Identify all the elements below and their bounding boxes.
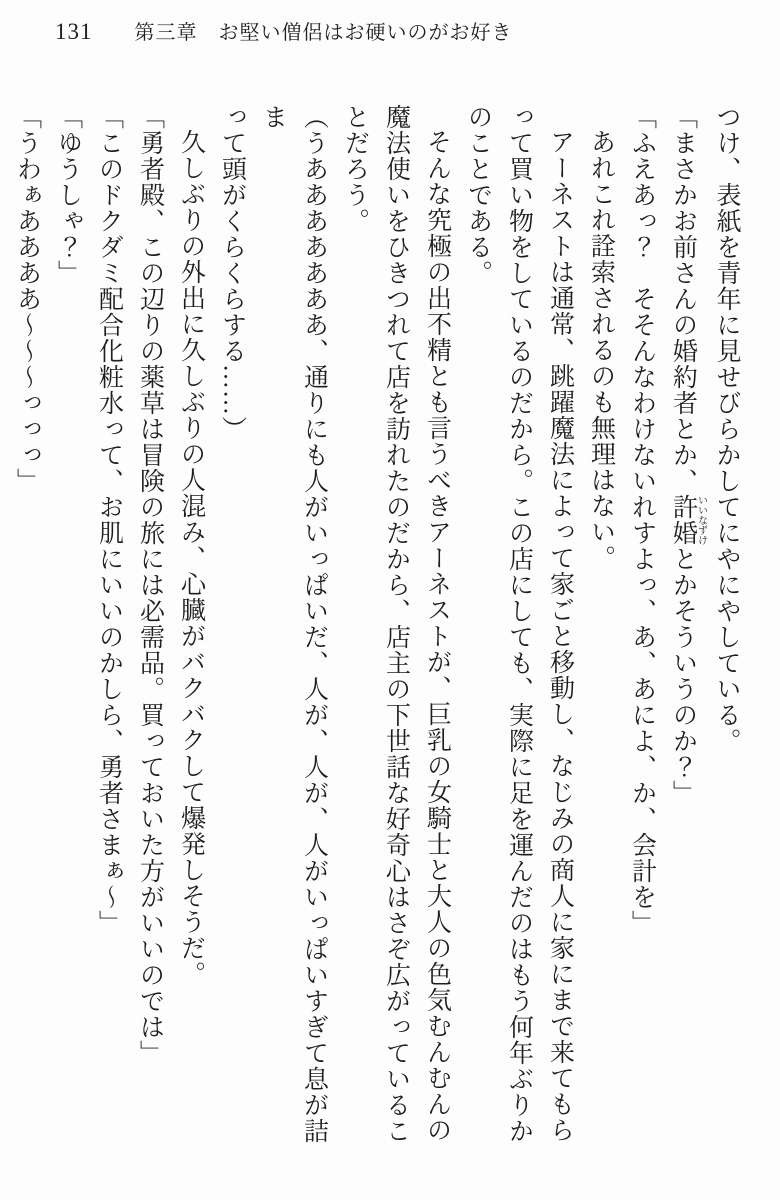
ruby-word: 許婚 いいなずけ	[669, 494, 707, 546]
text-run: 魔法使いをひきつれて店を訪れたのだから、店主の下世話な好奇心はさぞ広がっているこ	[382, 104, 410, 1144]
text-run: 久しぶりの外出に久しぶりの人混み、心臓がバクバクして爆発しそうだ。	[177, 129, 205, 987]
text-column	[622, 104, 663, 1164]
text-run: 「このドクダミ配合化粧水って、お肌にいいのかしら、勇者さまぁ〜」	[95, 104, 123, 936]
text-column	[335, 104, 376, 1164]
text-run: 「ゆうしゃ？」	[54, 104, 82, 286]
text-column	[89, 104, 130, 1164]
text-run: って買い物をしているのだから。この店にしても、実際に足を運んだのはもう何年ぶりか	[505, 104, 533, 1144]
text-run: 「勇者殿、この辺りの薬草は冒険の旅には必需品。買っておいた方がいいのでは」	[136, 104, 164, 1066]
text-run: 「ふえあっ？ そそんなわけないれすよっ、あ、あによ、か、会計を」	[628, 104, 656, 936]
text-run: 「うわぁああああ〜〜〜っっっ」	[13, 104, 41, 494]
text-column	[376, 104, 417, 1164]
text-run: とだろう。	[341, 104, 369, 234]
text-run: って頭がくらくらする……）	[218, 104, 246, 442]
text-column	[581, 104, 622, 1164]
text-column	[706, 104, 747, 1164]
page-header	[55, 16, 513, 45]
text-run: 「まさかお前さんの婚約者とか、	[669, 104, 697, 494]
text-column	[7, 104, 48, 1164]
text-column	[130, 104, 171, 1164]
text-run: のことである。	[464, 104, 492, 286]
text-column	[48, 104, 89, 1164]
text-column	[417, 104, 458, 1164]
text-run: つけ、表紙を青年に見せびらかしてにやにやしている。	[713, 104, 740, 754]
text-body	[7, 104, 748, 1164]
ruby-reading: いいなずけ	[695, 494, 707, 546]
text-column	[458, 104, 499, 1164]
chapter-title: 第三章 お堅い僧侶はお硬いのがお好き	[134, 22, 513, 44]
text-column	[663, 104, 707, 1164]
text-column	[499, 104, 540, 1164]
page-number: 131	[55, 19, 93, 44]
text-run: アーネストは通常、跳躍魔法によって家ごと移動し、なじみの商人に家にまで来てもら	[546, 129, 574, 1143]
text-run: （うあああああああ、通りにも人がいっぱいだ、人が、人が、人がいっぱいすぎて息が詰ま	[259, 104, 328, 1144]
text-run: そんな究極の出不精とも言うべきアーネストが、巨乳の女騎士と大人の色気むんむんの	[423, 129, 451, 1143]
text-run: あれこれ詮索されるのも無理はない。	[587, 129, 615, 571]
text-run: とかそういうのか？」	[669, 546, 697, 806]
text-column	[171, 104, 212, 1164]
text-column	[540, 104, 581, 1164]
text-column	[212, 104, 253, 1164]
text-column	[253, 104, 335, 1164]
